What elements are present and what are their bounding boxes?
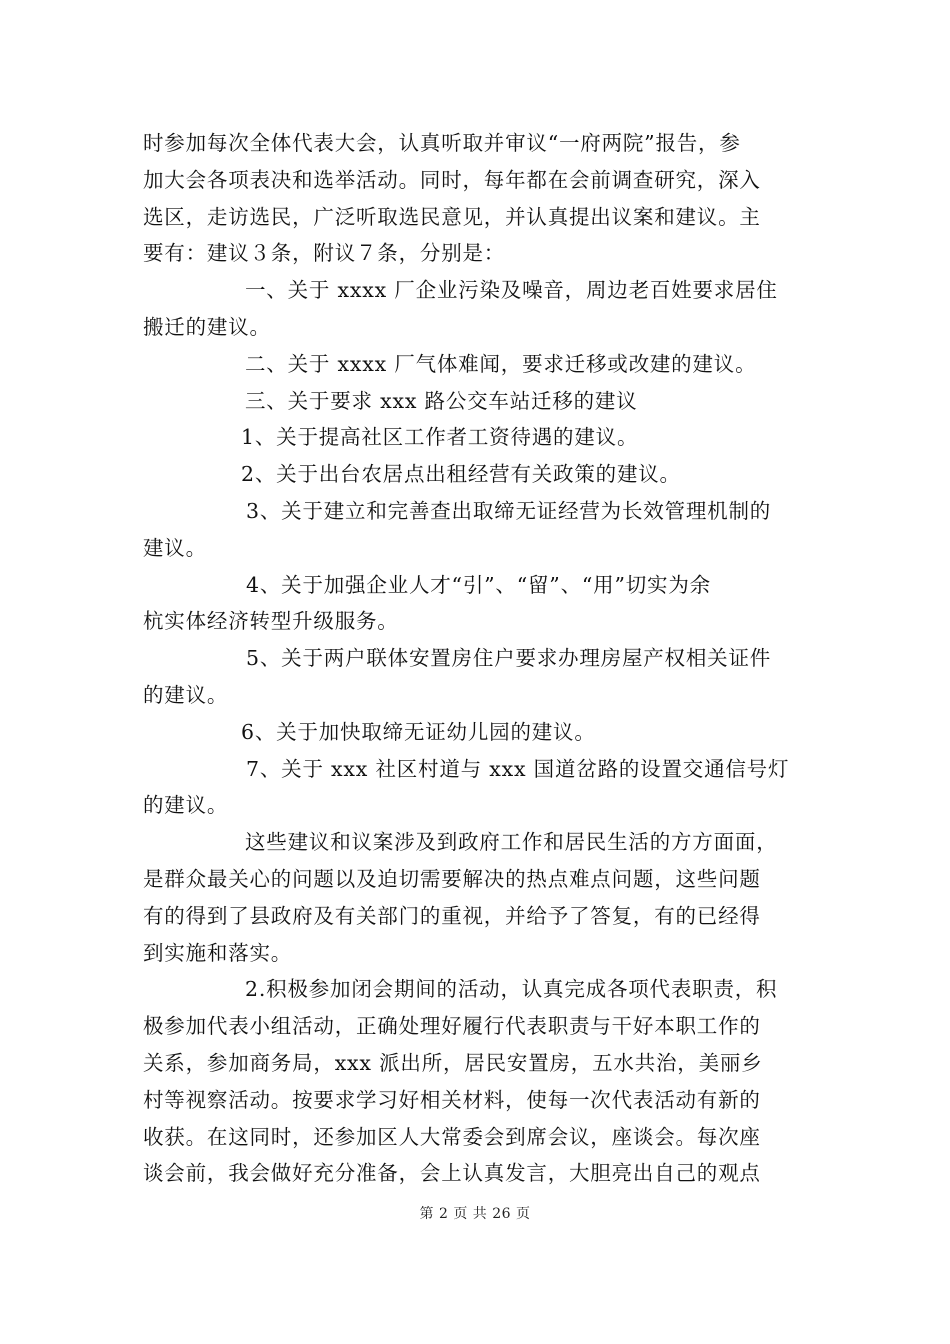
text-line: 杭实体经济转型升级服务。 xyxy=(143,609,399,634)
seconded-item-3: 3、关于建立和完善查出取缔无证经营为长效管理机制的 xyxy=(246,498,772,523)
seconded-item-2: 2、关于出台农居点出租经营有关政策的建议。 xyxy=(241,462,681,487)
text-line: 加大会各项表决和选举活动。同时，每年都在会前调查研究，深入 xyxy=(143,167,761,192)
total-pages-number: 26 xyxy=(492,1206,512,1222)
seconded-item-5: 5、关于两户联体安置房住户要求办理房屋产权相关证件 xyxy=(246,646,772,671)
text-line: 要有：建议３条，附议７条，分别是： xyxy=(143,241,506,266)
seconded-item-1: 1、关于提高社区工作者工资待遇的建议。 xyxy=(241,425,639,450)
paragraph-start: 这些建议和议案涉及到政府工作和居民生活的方方面面， xyxy=(245,830,778,855)
proposal-line-1: 一、关于 xxxx 厂企业污染及噪音，周边老百姓要求居住 xyxy=(245,278,778,303)
current-page-number: 2 xyxy=(438,1206,449,1222)
seconded-item-7: 7、关于 xxx 社区村道与 xxx 国道岔路的设置交通信号灯 xyxy=(246,756,790,781)
text-line: 时参加每次全体代表大会，认真听取并审议“一府两院”报告，参 xyxy=(143,131,741,155)
page-footer xyxy=(0,1203,950,1223)
text-line: 到实施和落实。 xyxy=(143,940,293,965)
proposal-line-2: 二、关于 xxxx 厂气体难闻，要求迁移或改建的建议。 xyxy=(245,351,757,376)
text-line: 的建议。 xyxy=(143,682,229,707)
proposal-line-3: 三、关于要求 xxx 路公交车站迁移的建议 xyxy=(245,388,638,413)
text-line: 村等视察活动。按要求学习好相关材料，使每一次代表活动有新的 xyxy=(143,1087,761,1112)
paragraph-start: 2.积极参加闭会期间的活动，认真完成各项代表职责，积 xyxy=(245,977,778,1002)
text-line: 谈会前，我会做好充分准备，会上认真发言，大胆亮出自己的观点 xyxy=(143,1161,761,1186)
text-line: 收获。在这同时，还参加区人大常委会到席会议，座谈会。每次座 xyxy=(143,1124,761,1149)
seconded-item-4: 4、关于加强企业人才“引”、“留”、“用”切实为余 xyxy=(246,572,711,597)
text-line: 建议。 xyxy=(143,535,207,560)
text-line: 有的得到了县政府及有关部门的重视，并给予了答复，有的已经得 xyxy=(143,903,761,928)
footer-suffix: 页 xyxy=(516,1206,531,1222)
body-text xyxy=(143,125,808,1192)
text-line: 关系，参加商务局，xxx 派出所，居民安置房，五水共治，美丽乡 xyxy=(143,1050,763,1075)
footer-middle: 页 共 xyxy=(453,1206,488,1222)
text-line: 的建议。 xyxy=(143,793,229,818)
text-line: 选区，走访选民，广泛听取选民意见，并认真提出议案和建议。主 xyxy=(143,204,761,229)
text-line: 搬迁的建议。 xyxy=(143,314,271,339)
text-line: 极参加代表小组活动，正确处理好履行代表职责与干好本职工作的 xyxy=(143,1014,761,1039)
seconded-item-6: 6、关于加快取缔无证幼儿园的建议。 xyxy=(241,719,596,744)
footer-prefix: 第 xyxy=(419,1206,434,1222)
text-line: 是群众最关心的问题以及迫切需要解决的热点难点问题，这些问题 xyxy=(143,866,761,891)
